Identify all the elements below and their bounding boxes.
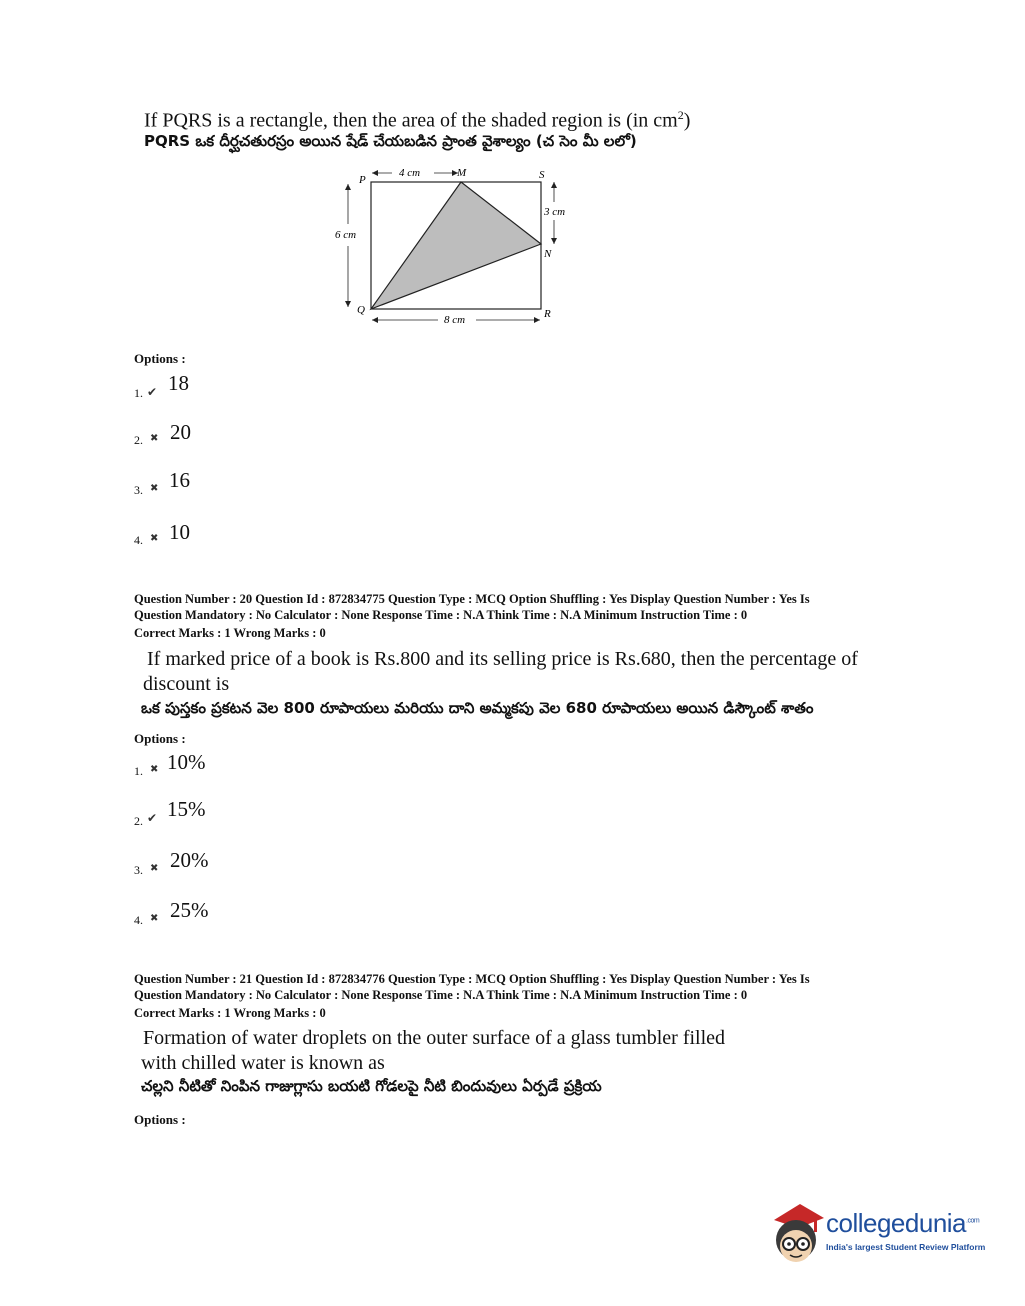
q19-question-te: PQRS ఒక దీర్ఘచతురస్రం అయిన షేడ్ చేయబడిన ప్రాంత వైశాల్యం (చ సెం మీ లలో) bbox=[144, 132, 637, 150]
option-value: 10 bbox=[169, 520, 190, 544]
cross-icon: ✖ bbox=[150, 533, 159, 544]
q19-question-en: If PQRS is a rectangle, then the area of the shaded region is (in $cm^2$) bbox=[144, 108, 691, 132]
option-number: 3. bbox=[134, 483, 143, 497]
label-n: N bbox=[544, 248, 552, 260]
dim-left: 6 cm bbox=[335, 229, 357, 241]
q19-options-label: Options : bbox=[134, 351, 186, 366]
rectangle-figure bbox=[330, 162, 580, 332]
option-value: 25% bbox=[170, 898, 209, 922]
q21-options-label: Options : bbox=[134, 1112, 186, 1127]
q21-question-te: చల్లని నీటితో నింపిన గాజుగ్లాసు బయటి గోడలపై నీటి బిందువులు ఏర్పడే ప్రక్రియ bbox=[141, 1077, 602, 1095]
q20-question-te: ఒక పుస్తకం ప్రకటన వెల 800 రూపాయలు మరియు దాని అమ్మకపు వెల 680 రూపాయలు అయిన డిస్కౌంట్ శాతం bbox=[141, 699, 814, 717]
dim-right: 3 cm bbox=[544, 206, 566, 218]
cross-icon: ✖ bbox=[150, 863, 159, 874]
option-value: 15% bbox=[167, 797, 206, 821]
arrowhead bbox=[372, 317, 378, 323]
option-number: 4. bbox=[134, 533, 143, 547]
brand-tagline: India's largest Student Review Platform bbox=[826, 1242, 986, 1252]
check-icon: ✔ bbox=[147, 811, 158, 825]
mascot-icon bbox=[766, 1198, 826, 1268]
q20-meta: Question Number : 20 Question Id : 872834775 Question Type : MCQ Option Shuffling : Yes Display Question Number : Yes Is Question Mandatory : No Calculator : None Response Time : N.A Think Time : N.A Minimum Instruction Time : 0 Correct Marks : 1 Wrong Marks : 0 bbox=[134, 592, 810, 640]
arrowhead bbox=[345, 301, 351, 307]
shaded-triangle bbox=[371, 182, 541, 309]
label-q: Q bbox=[357, 304, 365, 316]
label-s: S bbox=[539, 169, 545, 181]
arrowhead bbox=[345, 184, 351, 190]
cross-icon: ✖ bbox=[150, 913, 159, 924]
cross-icon: ✖ bbox=[150, 764, 159, 775]
q20-options-label: Options : bbox=[134, 731, 186, 746]
cross-icon: ✖ bbox=[150, 483, 159, 494]
q20-question-en-1: If marked price of a book is Rs.800 and its selling price is Rs.680, then the percentage of bbox=[147, 648, 858, 670]
option-value: 10% bbox=[167, 750, 206, 774]
arrowhead bbox=[551, 238, 557, 244]
label-m: M bbox=[457, 167, 467, 179]
dim-bottom: 8 cm bbox=[444, 314, 466, 326]
arrowhead bbox=[534, 317, 540, 323]
option-value: 16 bbox=[169, 468, 190, 492]
brand-name: collegedunia$^{.com}$ bbox=[826, 1208, 980, 1238]
option-number: 2. bbox=[134, 433, 143, 447]
option-number: 1. bbox=[134, 764, 143, 778]
arrowhead bbox=[372, 170, 378, 176]
arrowhead bbox=[551, 182, 557, 188]
q20-question-en-2: discount is bbox=[143, 673, 230, 695]
label-p: P bbox=[359, 174, 366, 186]
label-r: R bbox=[544, 308, 551, 320]
q21-question-en-2: with chilled water is known as bbox=[141, 1052, 385, 1074]
dim-top: 4 cm bbox=[399, 167, 421, 179]
q21-meta: Question Number : 21 Question Id : 872834776 Question Type : MCQ Option Shuffling : Yes Display Question Number : Yes Is Question Mandatory : No Calculator : None Response Time : N.A Think Time : N.A Minimum Instruction Time : 0 Correct Marks : 1 Wrong Marks : 0 bbox=[134, 972, 810, 1020]
option-value: 20% bbox=[170, 848, 209, 872]
q21-question-en-1: Formation of water droplets on the outer surface of a glass tumbler filled bbox=[143, 1027, 726, 1049]
collegedunia-watermark bbox=[766, 1198, 996, 1268]
option-number: 2. bbox=[134, 814, 143, 828]
check-icon: ✔ bbox=[147, 385, 158, 399]
option-number: 3. bbox=[134, 863, 143, 877]
cross-icon: ✖ bbox=[150, 433, 159, 444]
option-value: 18 bbox=[168, 371, 189, 395]
option-number: 1. bbox=[134, 386, 143, 400]
option-number: 4. bbox=[134, 913, 143, 927]
option-value: 20 bbox=[170, 420, 191, 444]
